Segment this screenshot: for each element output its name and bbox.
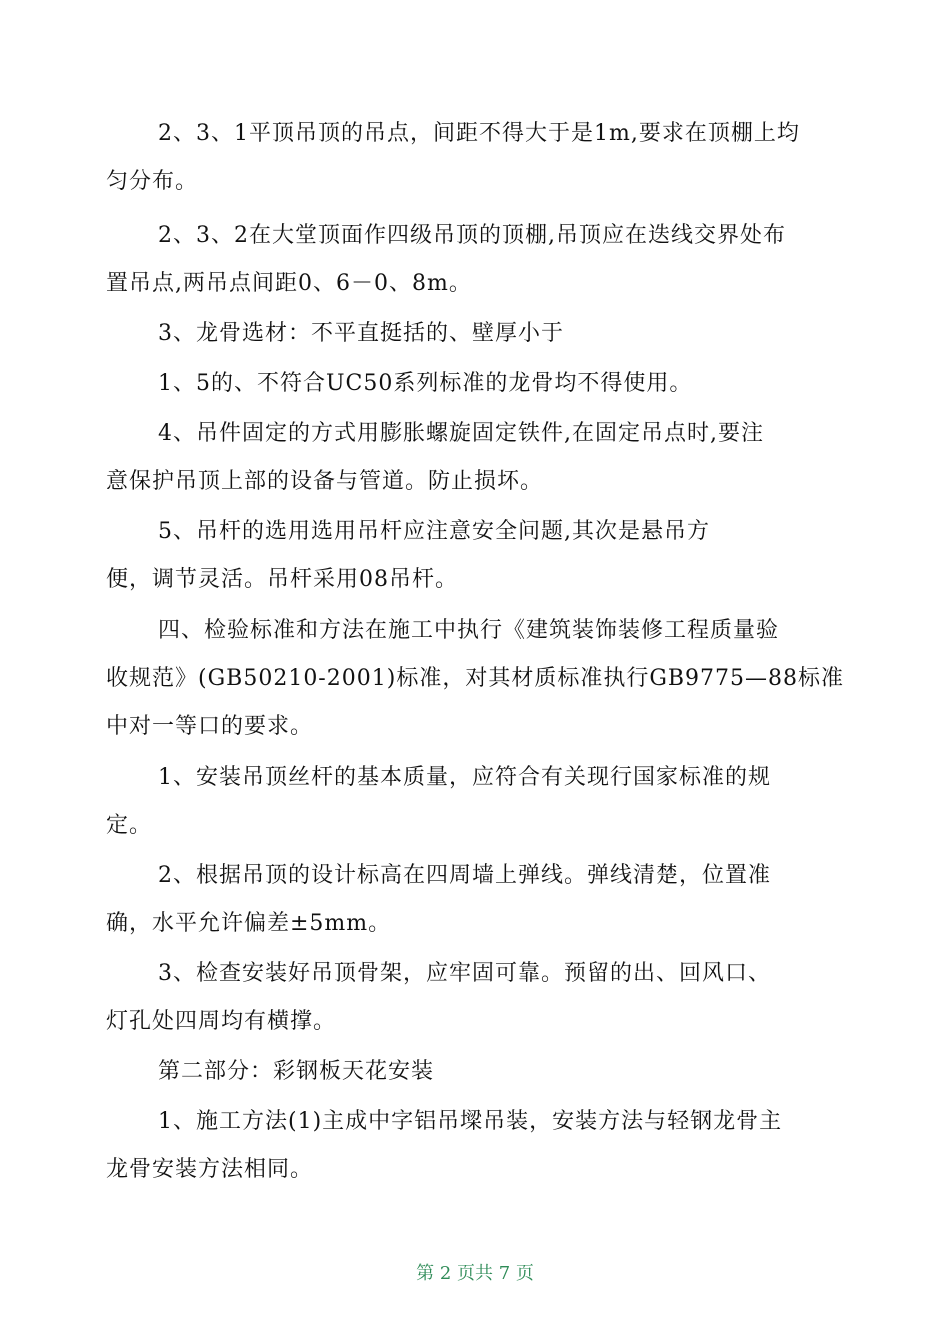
paragraph-line: 2、根据吊顶的设计标高在四周墙上弹线。弹线清楚，位置准 (158, 863, 771, 888)
paragraph-line: 便，调节灵活。吊杆采用08吊杆。 (106, 567, 458, 592)
paragraph-line: 3、检查安装好吊顶骨架，应牢固可靠。预留的出、回风口、 (158, 961, 771, 986)
paragraph-line: 中对一等口的要求。 (106, 714, 314, 739)
paragraph-line: 定。 (106, 813, 153, 838)
paragraph-line: 龙骨安装方法相同。 (106, 1157, 314, 1182)
paragraph-line: 4、吊件固定的方式用膨胀螺旋固定铁件,在固定吊点时,要注 (158, 421, 764, 446)
section-heading: 第二部分：彩钢板天花安装 (158, 1059, 435, 1084)
page-number-footer: 第 2 页共 7 页 (416, 1263, 534, 1284)
paragraph-line: 确，水平允许偏差±5mm。 (106, 911, 392, 936)
paragraph-line: 1、安装吊顶丝杆的基本质量，应符合有关现行国家标准的规 (158, 765, 771, 790)
paragraph-line: 匀分布。 (106, 169, 199, 194)
paragraph-line: 意保护吊顶上部的设备与管道。防止损坏。 (106, 469, 544, 494)
paragraph-line: 收规范》(GB50210-2001)标准，对其材质标准执行GB9775—88标准 (106, 666, 845, 691)
paragraph-line: 四、检验标准和方法在施工中执行《建筑装饰装修工程质量验 (158, 618, 780, 643)
paragraph-line: 5、吊杆的选用选用吊杆应注意安全问题,其次是悬吊方 (158, 519, 710, 544)
paragraph-line: 1、5的、不符合UC50系列标准的龙骨均不得使用。 (158, 371, 693, 396)
paragraph-line: 2、3、1平顶吊顶的吊点，间距不得大于是1m,要求在顶棚上均 (158, 121, 800, 146)
paragraph-line: 1、施工方法(1)主成中字铝吊墚吊装，安装方法与轻钢龙骨主 (158, 1109, 783, 1134)
paragraph-line: 3、龙骨选材：不平直挺括的、壁厚小于 (158, 321, 564, 346)
paragraph-line: 置吊点,两吊点间距0、6－0、8m。 (106, 271, 472, 296)
paragraph-line: 灯孔处四周均有横撑。 (106, 1009, 337, 1034)
paragraph-line: 2、3、2在大堂顶面作四级吊顶的顶棚,吊顶应在迭线交界处布 (158, 223, 786, 248)
